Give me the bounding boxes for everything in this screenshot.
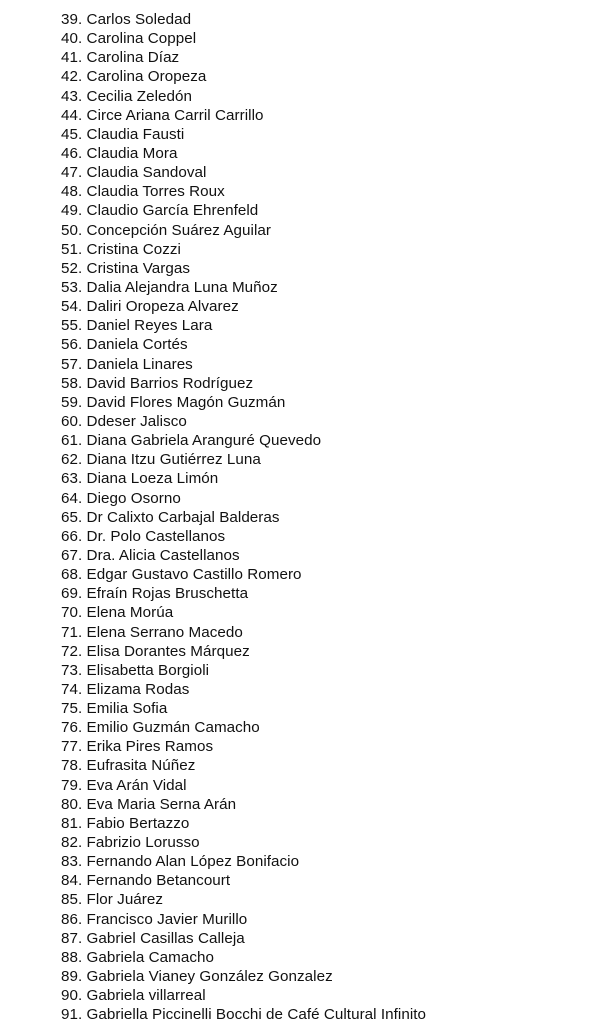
list-item-number: 77 (61, 738, 78, 756)
list-item-number: 79 (61, 776, 78, 794)
list-item: 87. Gabriel Casillas Calleja (61, 929, 245, 947)
list-item-name: Fabrizio Lorusso (86, 834, 200, 852)
list-item-number: 44 (61, 106, 78, 124)
list-item: 66. Dr. Polo Castellanos (61, 527, 226, 545)
list-item-name: Dalia Alejandra Luna Muñoz (86, 278, 278, 296)
list-item-name: Gabriella Piccinelli Bocchi de Café Cultural Infinito (86, 1006, 427, 1024)
list-item-name: Carolina Oropeza (86, 68, 207, 86)
list-item-name: Circe Ariana Carril Carrillo (86, 106, 264, 124)
list-item: 72. Elisa Dorantes Márquez (61, 642, 250, 660)
list-item: 69. Efraín Rojas Bruschetta (61, 585, 249, 603)
list-item-name: Emilia Sofia (86, 700, 168, 718)
list-item-name: Diego Osorno (86, 489, 181, 507)
list-item-number: 40 (61, 30, 78, 48)
list-item: 57. Daniela Linares (61, 355, 193, 373)
list-item-number: 90 (61, 987, 78, 1005)
list-item-name: Eva Maria Serna Arán (86, 795, 237, 813)
list-item-number: 66 (61, 527, 78, 545)
list-item-name: Diana Loeza Limón (86, 470, 219, 488)
list-item: 80. Eva Maria Serna Arán (61, 795, 237, 813)
list-item: 39. Carlos Soledad (61, 11, 192, 28)
list-item-number: 58 (61, 374, 78, 392)
list-item-number: 84 (61, 872, 78, 890)
numbered-name-list (61, 10, 601, 1024)
list-item: 52. Cristina Vargas (61, 259, 190, 277)
list-item: 61. Diana Gabriela Aranguré Quevedo (61, 432, 322, 450)
list-item-number: 73 (61, 661, 78, 679)
list-item-number: 70 (61, 604, 78, 622)
list-item: 46. Claudia Mora (61, 144, 178, 162)
list-item-number: 87 (61, 929, 78, 947)
list-item: 74. Elizama Rodas (61, 680, 190, 698)
list-item-number: 80 (61, 795, 78, 813)
list-item-name: Elena Serrano Macedo (86, 623, 243, 641)
list-item-name: Claudia Torres Roux (86, 183, 225, 201)
list-item: 40. Carolina Coppel (61, 30, 197, 48)
list-item-number: 57 (61, 355, 78, 373)
list-item-name: Emilio Guzmán Camacho (86, 719, 260, 737)
list-item: 84. Fernando Betancourt (61, 872, 231, 890)
list-item-name: Claudia Fausti (86, 125, 185, 143)
list-item-name: Cristina Cozzi (86, 240, 181, 258)
list-item-name: Eufrasita Núñez (86, 757, 196, 775)
list-item-name: Edgar Gustavo Castillo Romero (86, 566, 302, 584)
list-item: 88. Gabriela Camacho (61, 948, 214, 966)
list-item-name: Carolina Díaz (86, 49, 180, 67)
list-item-name: Elisabetta Borgioli (86, 661, 210, 679)
list-item-name: Daniela Linares (86, 355, 193, 373)
list-item: 60. Ddeser Jalisco (61, 412, 187, 430)
list-item: 50. Concepción Suárez Aguilar (61, 221, 272, 239)
list-item: 44. Circe Ariana Carril Carrillo (61, 106, 264, 124)
list-item-number: 68 (61, 566, 78, 584)
list-item-number: 67 (61, 546, 78, 564)
list-item-number: 81 (61, 814, 78, 832)
list-item-name: Dr. Polo Castellanos (86, 527, 226, 545)
list-item-name: Daniela Cortés (86, 336, 188, 354)
list-item-number: 49 (61, 202, 78, 220)
list-item-name: Dra. Alicia Castellanos (86, 546, 240, 564)
list-item-number: 41 (61, 49, 78, 67)
list-item-number: 76 (61, 719, 78, 737)
list-item-number: 78 (61, 757, 78, 775)
list-item: 65. Dr Calixto Carbajal Balderas (61, 508, 280, 526)
list-item: 75. Emilia Sofia (61, 700, 168, 718)
list-item-number: 55 (61, 317, 78, 335)
list-item-number: 71 (61, 623, 78, 641)
list-item: 58. David Barrios Rodríguez (61, 374, 254, 392)
list-item-number: 88 (61, 948, 78, 966)
list-item-number: 60 (61, 412, 78, 430)
list-item-number: 59 (61, 393, 78, 411)
list-item: 68. Edgar Gustavo Castillo Romero (61, 566, 302, 584)
list-item-name: Elena Morúa (86, 604, 174, 622)
list-item: 42. Carolina Oropeza (61, 68, 207, 86)
list-item-number: 82 (61, 834, 78, 852)
list-item: 85. Flor Juárez (61, 891, 164, 909)
list-item: 79. Eva Arán Vidal (61, 776, 187, 794)
list-item-name: Cristina Vargas (86, 259, 190, 277)
list-item-number: 42 (61, 68, 78, 86)
list-item-name: Gabriel Casillas Calleja (86, 929, 245, 947)
list-item-number: 61 (61, 432, 78, 450)
list-item-name: Gabriela villarreal (86, 987, 206, 1005)
list-item-name: Carolina Coppel (86, 30, 197, 48)
list-item: 51. Cristina Cozzi (61, 240, 181, 258)
list-item-name: David Flores Magón Guzmán (86, 393, 286, 411)
list-item: 47. Claudia Sandoval (61, 164, 207, 182)
list-item-number: 43 (61, 87, 78, 105)
list-item: 86. Francisco Javier Murillo (61, 910, 248, 928)
list-item: 73. Elisabetta Borgioli (61, 661, 210, 679)
list-item-name: Efraín Rojas Bruschetta (86, 585, 249, 603)
list-item-name: Gabriela Vianey González Gonzalez (86, 968, 333, 986)
list-item-name: Carlos Soledad (86, 11, 192, 28)
list-item: 81. Fabio Bertazzo (61, 814, 190, 832)
list-item-name: Claudia Mora (86, 144, 178, 162)
list-item-number: 72 (61, 642, 78, 660)
list-item-number: 69 (61, 585, 78, 603)
list-item: 91. Gabriella Piccinelli Bocchi de Café Cultural Infinito (61, 1006, 427, 1024)
list-item-name: Fernando Betancourt (86, 872, 231, 890)
list-item: 56. Daniela Cortés (61, 336, 188, 354)
list-item: 77. Erika Pires Ramos (61, 738, 214, 756)
list-item: 83. Fernando Alan López Bonifacio (61, 853, 300, 871)
list-item: 53. Dalia Alejandra Luna Muñoz (61, 278, 278, 296)
list-item-name: Claudio García Ehrenfeld (86, 202, 259, 220)
list-item-number: 47 (61, 164, 78, 182)
list-item: 55. Daniel Reyes Lara (61, 317, 213, 335)
list-item-name: Eva Arán Vidal (86, 776, 187, 794)
list-item-number: 51 (61, 240, 78, 258)
list-item-number: 53 (61, 278, 78, 296)
list-item: 71. Elena Serrano Macedo (61, 623, 243, 641)
list-item-number: 89 (61, 968, 78, 986)
list-item: 41. Carolina Díaz (61, 49, 180, 67)
list-item-name: Fernando Alan López Bonifacio (86, 853, 300, 871)
list-item-number: 62 (61, 451, 78, 469)
list-item-name: Fabio Bertazzo (86, 814, 190, 832)
list-item: 67. Dra. Alicia Castellanos (61, 546, 240, 564)
list-item-name: Elisa Dorantes Márquez (86, 642, 250, 660)
list-item-name: Flor Juárez (86, 891, 164, 909)
list-item-number: 63 (61, 470, 78, 488)
list-item-name: Elizama Rodas (86, 680, 190, 698)
list-item: 70. Elena Morúa (61, 604, 174, 622)
list-item-name: Ddeser Jalisco (86, 412, 187, 430)
list-item-number: 85 (61, 891, 78, 909)
list-item-number: 39 (61, 11, 78, 28)
list-item-name: Gabriela Camacho (86, 948, 214, 966)
list-item: 45. Claudia Fausti (61, 125, 185, 143)
list-item-number: 74 (61, 680, 78, 698)
list-item-name: Erika Pires Ramos (86, 738, 214, 756)
list-item: 89. Gabriela Vianey González Gonzalez (61, 968, 333, 986)
list-item-name: Cecilia Zeledón (86, 87, 192, 105)
list-item: 64. Diego Osorno (61, 489, 181, 507)
list-item: 59. David Flores Magón Guzmán (61, 393, 286, 411)
list-item-name: Claudia Sandoval (86, 164, 207, 182)
list-item-name: Daliri Oropeza Alvarez (86, 298, 239, 316)
list-item: 78. Eufrasita Núñez (61, 757, 196, 775)
list-item: 63. Diana Loeza Limón (61, 470, 219, 488)
list-item: 90. Gabriela villarreal (61, 987, 206, 1005)
list-item-number: 54 (61, 298, 78, 316)
list-item: 82. Fabrizio Lorusso (61, 834, 200, 852)
list-item-name: Francisco Javier Murillo (86, 910, 248, 928)
list-item-number: 75 (61, 700, 78, 718)
list-item-number: 50 (61, 221, 78, 239)
list-item-name: Diana Itzu Gutiérrez Luna (86, 451, 261, 469)
list-item-number: 56 (61, 336, 78, 354)
list-item-number: 46 (61, 144, 78, 162)
list-item: 48. Claudia Torres Roux (61, 183, 225, 201)
list-item-number: 65 (61, 508, 78, 526)
list-item: 54. Daliri Oropeza Alvarez (61, 298, 239, 316)
list-item-number: 48 (61, 183, 78, 201)
list-item-number: 83 (61, 853, 78, 871)
list-item-number: 64 (61, 489, 78, 507)
list-item-name: Dr Calixto Carbajal Balderas (86, 508, 280, 526)
list-item-number: 45 (61, 125, 78, 143)
list-item-number: 91 (61, 1006, 78, 1024)
list-item: 76. Emilio Guzmán Camacho (61, 719, 260, 737)
list-item: 49. Claudio García Ehrenfeld (61, 202, 259, 220)
list-item-name: David Barrios Rodríguez (86, 374, 254, 392)
list-item-name: Concepción Suárez Aguilar (86, 221, 272, 239)
list-item-name: Diana Gabriela Aranguré Quevedo (86, 432, 322, 450)
list-item: 43. Cecilia Zeledón (61, 87, 192, 105)
list-item: 62. Diana Itzu Gutiérrez Luna (61, 451, 261, 469)
list-item-name: Daniel Reyes Lara (86, 317, 213, 335)
list-item-number: 52 (61, 259, 78, 277)
list-item-number: 86 (61, 910, 78, 928)
